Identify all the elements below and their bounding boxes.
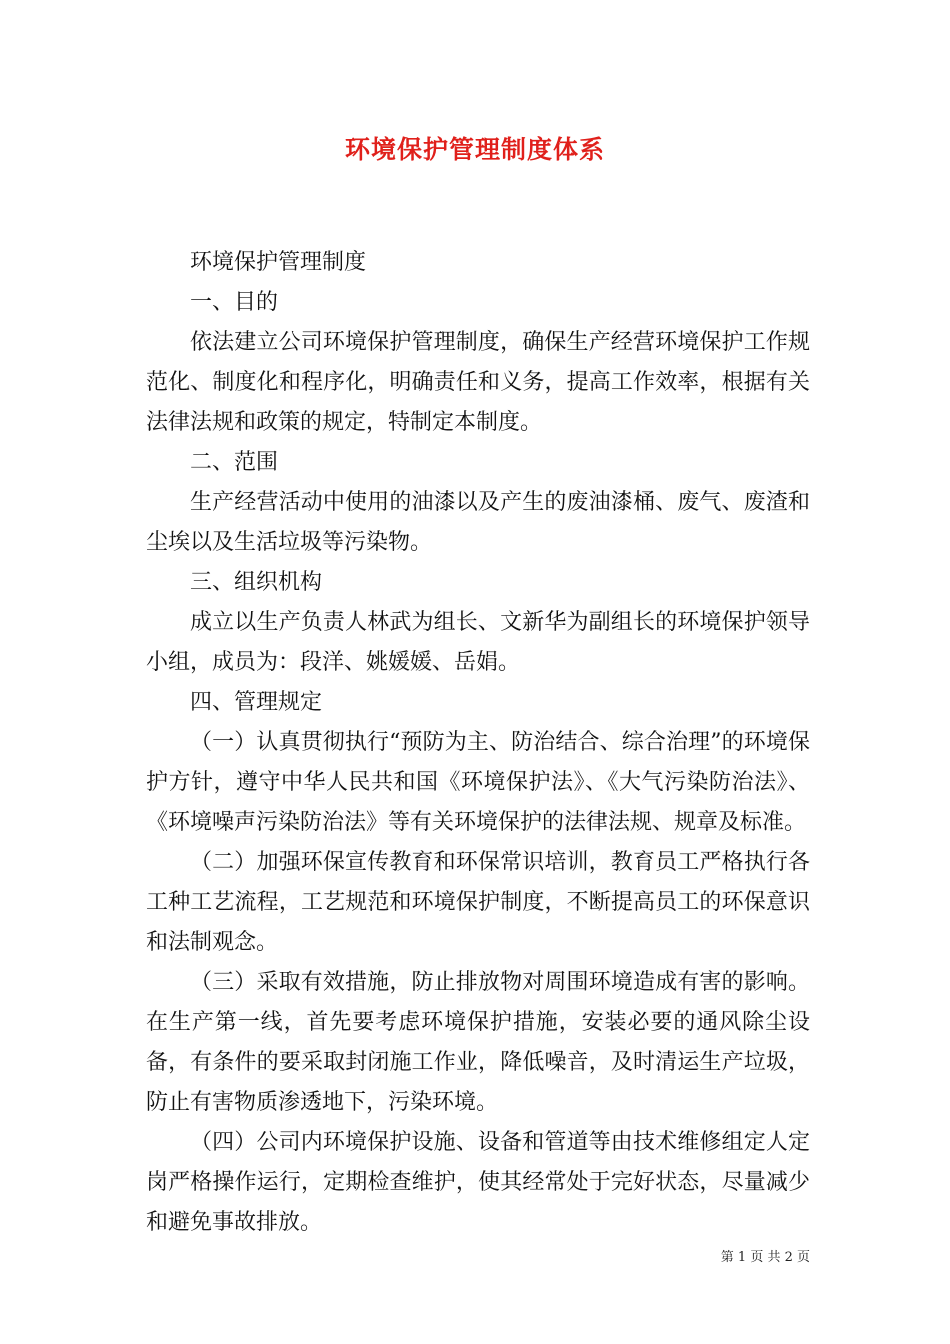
paragraph-scope: 生产经营活动中使用的油漆以及产生的废油漆桶、废气、废渣和尘埃以及生活垃圾等污染物。 bbox=[146, 490, 810, 555]
paragraph-organization: 成立以生产负责人林武为组长、文新华为副组长的环境保护领导小组，成员为：段洋、姚媛媛、岳娟。 bbox=[146, 610, 810, 675]
paragraph-regulation-3: （三）采取有效措施，防止排放物对周围环境造成有害的影响。在生产第一线，首先要考虑环境保护措施，安装必要的通风除尘设备，有条件的要采取封闭施工作业，降低噪音，及时清运生产垃圾，防止有害物质渗透地下，污染环境。 bbox=[146, 970, 810, 1115]
page-number: 第 1 页 共 2 页 bbox=[720, 1250, 810, 1265]
section-heading-scope: 二、范围 bbox=[190, 450, 279, 475]
section-heading-organization: 三、组织机构 bbox=[190, 570, 323, 595]
paragraph-purpose: 依法建立公司环境保护管理制度，确保生产经营环境保护工作规范化、制度化和程序化，明确责任和义务，提高工作效率，根据有关法律法规和政策的规定，特制定本制度。 bbox=[146, 330, 810, 435]
document-body bbox=[146, 243, 810, 1243]
paragraph-regulation-1: （一）认真贯彻执行“预防为主、防治结合、综合治理”的环境保护方针，遵守中华人民共和国《环境保护法》、《大气污染防治法》、《环境噪声污染防治法》等有关环境保护的法律法规、规章及标准。 bbox=[146, 730, 810, 835]
paragraph-regulation-2: （二）加强环保宣传教育和环保常识培训，教育员工严格执行各工种工艺流程，工艺规范和环境保护制度，不断提高员工的环保意识和法制观念。 bbox=[146, 850, 810, 955]
paragraph-heading: 环境保护管理制度 bbox=[190, 250, 367, 275]
paragraph-regulation-4: （四）公司内环境保护设施、设备和管道等由技术维修组定人定岗严格操作运行，定期检查维护，使其经常处于完好状态，尽量减少和避免事故排放。 bbox=[146, 1130, 810, 1235]
document-title: 环境保护管理制度体系 bbox=[344, 135, 605, 164]
section-heading-purpose: 一、目的 bbox=[190, 290, 279, 315]
section-heading-regulations: 四、管理规定 bbox=[190, 690, 323, 715]
